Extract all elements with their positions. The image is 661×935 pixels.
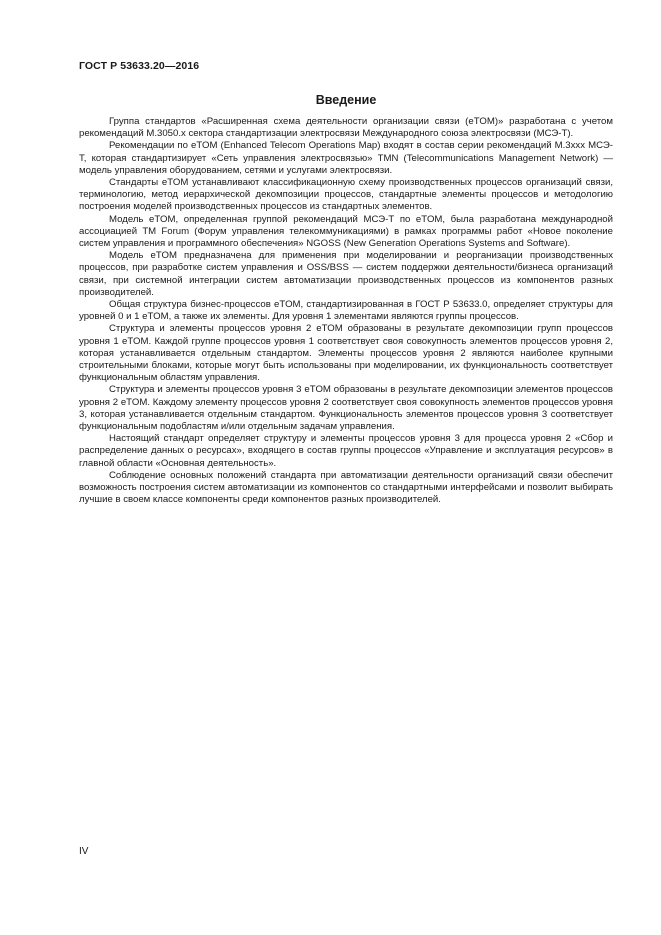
introduction-body [79, 116, 613, 507]
section-title: Введение [315, 93, 377, 107]
page-number: IV [79, 846, 89, 857]
paragraph: Общая структура бизнес-процессов eTOM, стандартизированная в ГОСТ Р 53633.0, определяет структуры для уровней 0 и 1 eTOM, а также их элементы. Для уровня 1 элементами являются группы процессов. [79, 299, 613, 323]
paragraph: Стандарты eTOM устанавливают классификационную схему производственных процессов организаций связи, терминологию, метод иерархической декомпозиции процессов, стандартные элементы процессов и методологию построения моделей производственных процессов из стандартных элементов. [79, 177, 613, 213]
paragraph: Группа стандартов «Расширенная схема деятельности организации связи (eTOM)» разработана с учетом рекомендаций М.3050.х сектора стандартизации электросвязи Международного союза электросвязи (МСЭ-Т). [79, 116, 613, 140]
paragraph: Настоящий стандарт определяет структуру и элементы процессов уровня 3 для процесса уровня 2 «Сбор и распределение данных о ресурсах», входящего в состав группы процессов «Управление и эксплуатация ресурсов» в главной области «Основная деятельность». [79, 433, 613, 469]
paragraph: Структура и элементы процессов уровня 2 eTOM образованы в результате декомпозиции групп процессов уровня 1 eTOM. Каждой группе процессов уровня 1 соответствует своя совокупность элементов процессов уровня 2, которая устанавливается отдельным стандартом. Элементы процессов уровня 2 являются наиболее крупными строительными блоками, которые могут быть использованы при моделировании, их функциональность соответствует функциональным областям управления. [79, 323, 613, 384]
paragraph: Модель eTOM, определенная группой рекомендаций МСЭ-Т по eTOM, была разработана международной ассоциацией TM Forum (Форум управления телекоммуникациями) в рамках программы работ «Новое поколение систем управления и программного обеспечения» NGOSS (New Generation Operations Systems and Software). [79, 213, 613, 250]
document-header: ГОСТ Р 53633.20—2016 [79, 60, 200, 72]
paragraph: Рекомендации по eTOM (Enhanced Telecom Operations Map) входят в состав серии рекомендаций М.3ххх МСЭ-Т, которая стандартизирует «Сеть управления электросвязью» TMN (Telecommunications Management Network) — модель управления оборудованием, сетями и услугами электросвязи. [79, 140, 613, 176]
paragraph: Структура и элементы процессов уровня 3 eTOM образованы в результате декомпозиции элементов процессов уровня 2 eTOM. Каждому элементу процессов уровня 2 соответствует своя совокупность элементов процессов уровня 3, которая устанавливается отдельным стандартом. Функциональность элементов процессов уровня 3 соответствует функциональным подобластям и/или отдельным задачам управления. [79, 384, 613, 433]
paragraph: Модель eTOM предназначена для применения при моделировании и реорганизации производственных процессов, при разработке систем управления и OSS/BSS — систем поддержки деятельности/бизнеса организаций связи, при системной интеграции систем автоматизации производственных процессов из компонентов разных производителей. [79, 250, 613, 298]
paragraph: Соблюдение основных положений стандарта при автоматизации деятельности организаций связи обеспечит возможность построения систем автоматизации из компонентов со стандартными интерфейсами и позволит выбирать лучшие в своем классе компоненты среди компонентов разных производителей. [79, 469, 613, 506]
